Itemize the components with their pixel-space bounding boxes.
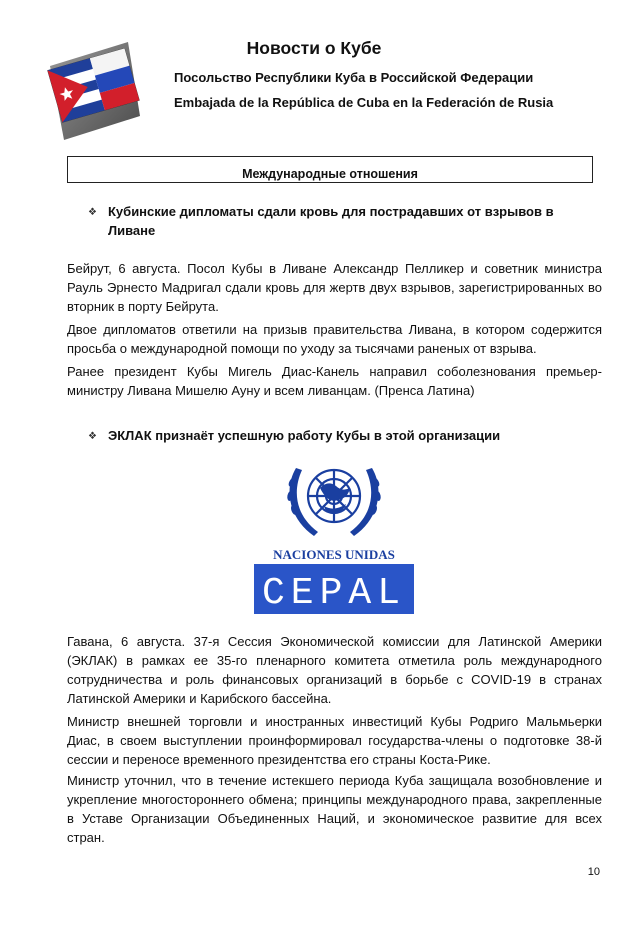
paragraph: Ранее президент Кубы Мигель Диас-Канель направил соболезнования премьер-министру Ливана Мишелю Ауну и всем ливанцам. (Пренса Латина): [67, 364, 602, 398]
diamond-bullet-icon: ❖: [88, 207, 97, 218]
article-heading: Кубинские дипломаты сдали кровь для пострадавших от взрывов в Ливане: [108, 204, 554, 238]
logo-text-main: CEPAL: [261, 572, 407, 615]
paragraph: Бейрут, 6 августа. Посол Кубы в Ливане Александр Пелликер и советник министра Рауль Эрнесто Мадригал сдали кровь для жертв двух взрывов, зарегистрированных во вторник в порту Бейрута.: [67, 261, 602, 314]
paragraph: Министр внешней торговли и иностранных инвестиций Кубы Родриго Мальмьерки Диас, в своем выступлении проинформировал государства-члены о подготовке 38-й сессии и переносе временного президентства его страны Коста-Рике.: [67, 714, 602, 767]
article-heading: ЭКЛАК признаёт успешную работу Кубы в этой организации: [108, 428, 501, 443]
cepal-logo: [254, 448, 414, 618]
logo-text-top: NACIONES UNIDAS: [273, 547, 395, 562]
page-number: 10: [587, 866, 600, 878]
paragraph: Гавана, 6 августа. 37-я Сессия Экономической комиссии для Латинской Америки (ЭКЛАК) в рамках ее 35-го пленарного комитета отметила роль международного сотрудничества и роль финансовых организаций в борьбе с COVID-19 в странах Латинской Америки и Карибского бассейна.: [67, 634, 602, 706]
embassy-name-es: Embajada de la República de Cuba en la Federación de Rusia: [174, 95, 554, 110]
diamond-bullet-icon: ❖: [88, 431, 97, 442]
paragraph: Двое дипломатов ответили на призыв правительства Ливана, в котором содержится просьба о международной помощи по уходу за тысячами раненых от взрыва.: [67, 322, 602, 356]
page-title: Новости о Кубе: [246, 38, 382, 58]
embassy-name-ru: Посольство Республики Куба в Российской Федерации: [174, 70, 534, 85]
paragraph: Министр уточнил, что в течение истекшего периода Куба защищала возобновление и укрепление многостороннего обмена; принципы международного права, закрепленные в Уставе Организации Объединенных Наций, и экономическое развитие для всех стран.: [67, 773, 602, 845]
section-label: Международные отношения: [242, 167, 418, 181]
section-header: [67, 156, 593, 183]
